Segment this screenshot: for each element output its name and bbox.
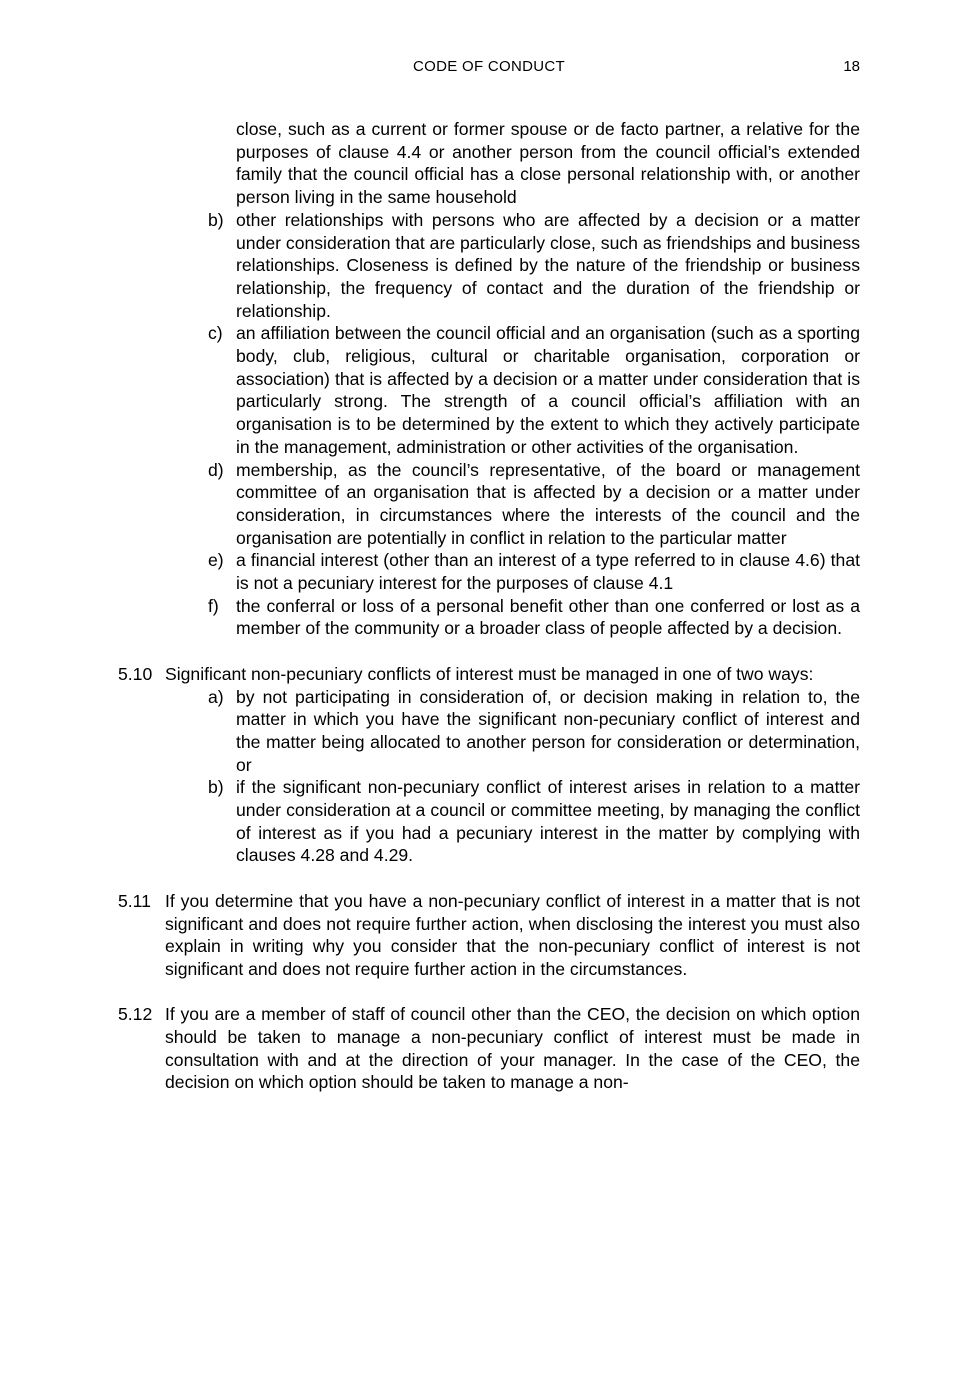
clause-5-12 — [118, 1003, 860, 1094]
list-item — [118, 686, 860, 777]
list-item-text: an affiliation between the council official and an organisation (such as a sporting body, club, religious, cultural or charitable organisation, corporation or association) that is affected by a decision or a matter under consideration that is particularly strong. The strength of a council official’s affiliation with an organisation is to be determined by the extent to which they actively participate in the management, administration or other activities of the organisation. — [236, 323, 860, 457]
list-item-label: a) — [208, 686, 224, 707]
list-item-label: d) — [208, 459, 224, 480]
list-item-label: b) — [208, 209, 224, 230]
page-header — [118, 58, 860, 78]
paragraph-spacer — [118, 867, 860, 890]
clause-number: 5.12 — [118, 1004, 153, 1025]
paragraph-spacer — [118, 640, 860, 663]
list-item — [118, 776, 860, 867]
list-item — [118, 459, 860, 550]
clause-number: 5.10 — [118, 663, 153, 684]
paragraph-spacer — [118, 981, 860, 1004]
list-item — [118, 595, 860, 640]
clause-text: If you determine that you have a non-pecuniary conflict of interest in a matter that is not significant and does not require further action, when disclosing the interest you must also explain in writing why you consider that the non-pecuniary conflict of interest is not significant and does not require further action in the circumstances. — [165, 890, 860, 979]
list-item-text: the conferral or loss of a personal benefit other than one conferred or lost as a member of the community or a broader class of people affected by a decision. — [236, 595, 860, 639]
list-item-text: close, such as a current or former spouse or de facto partner, a relative for the purposes of clause 4.4 or another person from the council official’s extended family that the council official has a close personal relationship with, or another person living in the same household — [236, 119, 860, 208]
clause-5-10 — [118, 663, 860, 686]
clause-5-11 — [118, 890, 860, 981]
header-title: CODE OF CONDUCT — [413, 58, 565, 75]
list-item-text: other relationships with persons who are affected by a decision or a matter under consideration that are particularly close, such as friendships and business relationships. Closeness is defined by the nature of the friendship or business relationship, the frequency of contact and the duration of the friendship or relationship. — [236, 209, 860, 321]
list-item-label: c) — [208, 323, 223, 344]
page-number: 18 — [843, 58, 860, 75]
clause-text: If you are a member of staff of council other than the CEO, the decision on which option should be taken to manage a non-pecuniary conflict of interest must be made in consultation with and at the direction of your manager. In the case of the CEO, the decision on which option should be taken to manage a non- — [165, 1004, 860, 1093]
list-item — [118, 209, 860, 323]
list-item-label: f) — [208, 595, 219, 616]
list-item-text: if the significant non-pecuniary conflict of interest arises in relation to a matter under consideration at a council or committee meeting, by managing the conflict of interest as if you had a pecuniary interest in the matter by complying with clauses 4.28 and 4.29. — [236, 777, 860, 866]
list-item-label: e) — [208, 550, 224, 571]
clause-text: Significant non-pecuniary conflicts of interest must be managed in one of two ways: — [165, 663, 814, 684]
list-item-continuation — [118, 118, 860, 209]
list-item-text: by not participating in consideration of, or decision making in relation to, the matter in which you have the significant non-pecuniary conflict of interest and the matter being allocated to another person for consideration or determination, or — [236, 686, 860, 775]
list-item-label: b) — [208, 777, 224, 798]
list-item-text: a financial interest (other than an interest of a type referred to in clause 4.6) that is not a pecuniary interest for the purposes of clause 4.1 — [236, 550, 860, 594]
list-item — [118, 549, 860, 594]
list-item-text: membership, as the council’s representative, of the board or management committee of an organisation that is affected by a decision or a matter under consideration, in circumstances where the interests of the council and the organisation are potentially in conflict in relation to the particular matter — [236, 459, 860, 548]
clause-number: 5.11 — [118, 890, 151, 911]
page-body — [118, 118, 860, 1094]
list-item — [118, 322, 860, 458]
